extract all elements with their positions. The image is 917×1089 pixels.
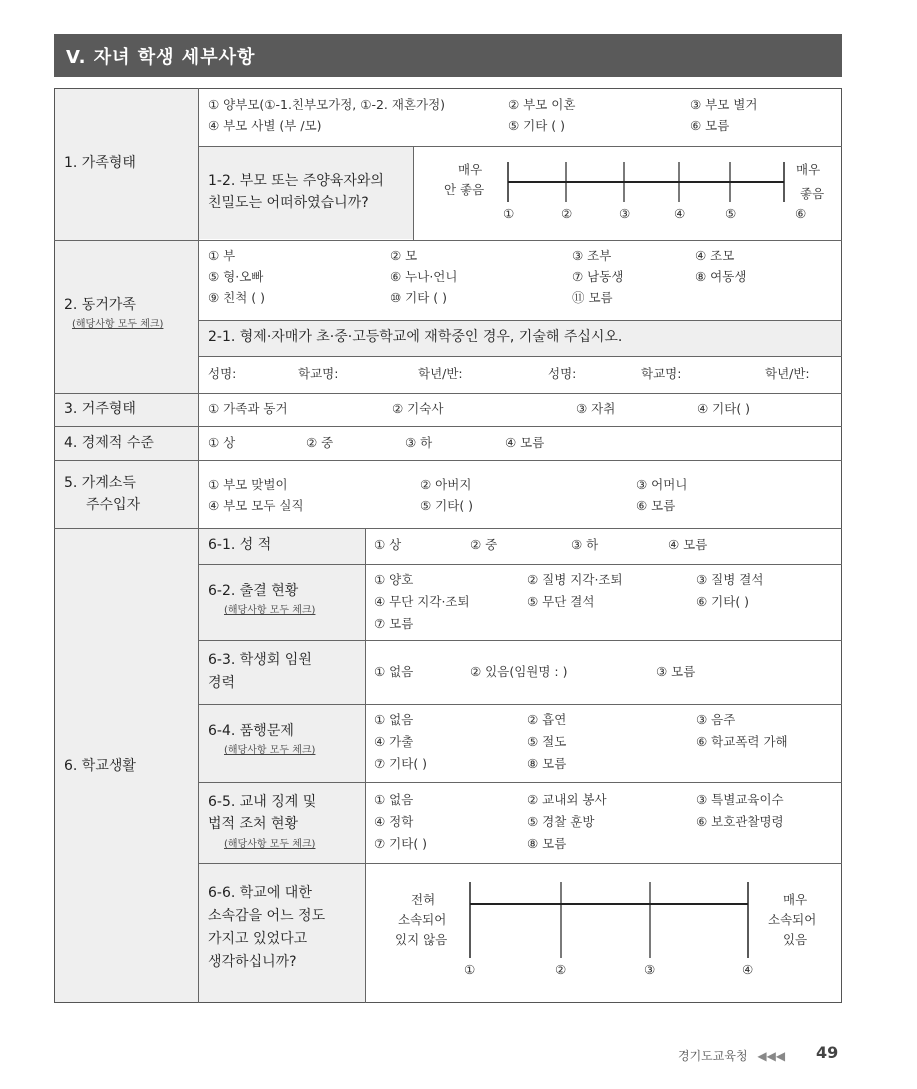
income-option-6[interactable]: ⑥ 모름 bbox=[636, 498, 676, 513]
grades-question: 6-1. 성 적 bbox=[208, 537, 272, 553]
family-option-5[interactable]: ⑤ 기타 ( ) bbox=[508, 118, 566, 133]
income-option-4[interactable]: ④ 부모 모두 실직 bbox=[208, 498, 304, 513]
discipline-question-2: 법적 조처 현황 bbox=[208, 816, 299, 832]
conduct-option-5[interactable]: ⑤ 절도 bbox=[527, 734, 567, 749]
scale-num-2[interactable]: ② bbox=[561, 206, 573, 221]
income-option-5[interactable]: ⑤ 기타( ) bbox=[420, 498, 474, 513]
attendance-option-1[interactable]: ① 양호 bbox=[374, 572, 414, 587]
economic-option-3[interactable]: ③ 하 bbox=[405, 435, 433, 450]
page-number: 49 bbox=[816, 1043, 839, 1062]
family-option-6[interactable]: ⑥ 모름 bbox=[690, 118, 730, 133]
scale-num-1[interactable]: ① bbox=[503, 206, 515, 221]
conduct-option-6[interactable]: ⑥ 학교폭력 가해 bbox=[696, 734, 788, 749]
attendance-option-5[interactable]: ⑤ 무단 결석 bbox=[527, 594, 595, 609]
cohab-option-2[interactable]: ② 모 bbox=[390, 248, 418, 263]
discipline-option-5[interactable]: ⑤ 경찰 훈방 bbox=[527, 814, 595, 829]
belonging-num-3[interactable]: ③ bbox=[644, 962, 656, 977]
cohab-option-9[interactable]: ⑨ 친척 ( ) bbox=[208, 290, 266, 305]
economic-option-2[interactable]: ② 중 bbox=[306, 435, 334, 450]
conduct-option-7[interactable]: ⑦ 기타( ) bbox=[374, 756, 428, 771]
family-option-3[interactable]: ③ 부모 별거 bbox=[690, 97, 758, 112]
attendance-note: (해당사항 모두 체크) bbox=[224, 605, 316, 616]
cohab-option-5[interactable]: ⑤ 형·오빠 bbox=[208, 269, 264, 284]
conduct-option-2[interactable]: ② 흡연 bbox=[527, 712, 567, 727]
attendance-option-7[interactable]: ⑦ 모름 bbox=[374, 616, 414, 631]
cohab-option-11[interactable]: ⑪ 모름 bbox=[572, 290, 613, 305]
belonging-question-1: 6-6. 학교에 대한 bbox=[208, 885, 312, 901]
scale-right-label-1: 매우 bbox=[796, 162, 821, 177]
cohab-option-1[interactable]: ① 부 bbox=[208, 248, 236, 263]
attendance-option-3[interactable]: ③ 질병 결석 bbox=[696, 572, 764, 587]
residence-option-2[interactable]: ② 기숙사 bbox=[392, 401, 444, 416]
cohab-option-10[interactable]: ⑩ 기타 ( ) bbox=[390, 290, 448, 305]
income-earner-label-2: 주수입자 bbox=[86, 497, 141, 513]
attendance-question: 6-2. 출결 현황 bbox=[208, 583, 299, 599]
discipline-option-8[interactable]: ⑧ 모름 bbox=[527, 836, 567, 851]
scale-left-label-2: 안 좋음 bbox=[444, 182, 485, 197]
economic-option-4[interactable]: ④ 모름 bbox=[505, 435, 545, 450]
council-question-2: 경력 bbox=[208, 675, 236, 691]
residence-type-label: 3. 거주형태 bbox=[64, 401, 136, 417]
cohabiting-family-label: 2. 동거가족 bbox=[64, 297, 136, 313]
discipline-option-6[interactable]: ⑥ 보호관찰명령 bbox=[696, 814, 784, 829]
belonging-num-4[interactable]: ④ bbox=[742, 962, 754, 977]
belonging-right-3: 있음 bbox=[783, 932, 808, 947]
grades-option-3[interactable]: ③ 하 bbox=[571, 537, 599, 552]
income-earner-label-1: 5. 가계소득 bbox=[64, 475, 136, 491]
residence-option-3[interactable]: ③ 자취 bbox=[576, 401, 616, 416]
intimacy-question-line1: 1-2. 부모 또는 주양육자와의 bbox=[208, 173, 384, 189]
sibling-name-field-1[interactable]: 성명: bbox=[208, 366, 237, 381]
belonging-question-2: 소속감을 어느 정도 bbox=[208, 908, 326, 924]
discipline-option-7[interactable]: ⑦ 기타( ) bbox=[374, 836, 428, 851]
conduct-option-8[interactable]: ⑧ 모름 bbox=[527, 756, 567, 771]
footer-arrows-icon: ◀◀◀ bbox=[757, 1049, 786, 1063]
conduct-option-1[interactable]: ① 없음 bbox=[374, 712, 414, 727]
sibling-school-field-2[interactable]: 학교명: bbox=[641, 366, 682, 381]
form-table bbox=[54, 88, 842, 1003]
conduct-question: 6-4. 품행문제 bbox=[208, 723, 294, 739]
belonging-right-1: 매우 bbox=[783, 892, 808, 907]
belonging-num-1[interactable]: ① bbox=[464, 962, 476, 977]
discipline-option-4[interactable]: ④ 정학 bbox=[374, 814, 414, 829]
family-option-4[interactable]: ④ 부모 사별 (부 /모) bbox=[208, 118, 322, 133]
residence-option-1[interactable]: ① 가족과 동거 bbox=[208, 401, 288, 416]
conduct-option-3[interactable]: ③ 음주 bbox=[696, 712, 736, 727]
council-option-1[interactable]: ① 없음 bbox=[374, 664, 414, 679]
economic-option-1[interactable]: ① 상 bbox=[208, 435, 236, 450]
cohab-option-8[interactable]: ⑧ 여동생 bbox=[695, 269, 747, 284]
cohab-option-4[interactable]: ④ 조모 bbox=[695, 248, 735, 263]
cohab-option-6[interactable]: ⑥ 누나·언니 bbox=[390, 269, 458, 284]
conduct-option-4[interactable]: ④ 가출 bbox=[374, 734, 414, 749]
family-type-label: 1. 가족형태 bbox=[64, 155, 136, 171]
discipline-question-1: 6-5. 교내 징계 및 bbox=[208, 794, 317, 810]
attendance-option-6[interactable]: ⑥ 기타( ) bbox=[696, 594, 750, 609]
income-option-1[interactable]: ① 부모 맞벌이 bbox=[208, 477, 288, 492]
scale-num-6[interactable]: ⑥ bbox=[795, 206, 807, 221]
economic-level-label: 4. 경제적 수준 bbox=[64, 435, 154, 451]
family-option-1[interactable]: ① 양부모(①-1.친부모가정, ①-2. 재혼가정) bbox=[208, 97, 446, 112]
belonging-question-4: 생각하십니까? bbox=[208, 954, 297, 970]
discipline-note: (해당사항 모두 체크) bbox=[224, 839, 316, 850]
footer-org bbox=[678, 1047, 785, 1064]
grades-option-2[interactable]: ② 중 bbox=[470, 537, 498, 552]
council-option-2[interactable]: ② 있음(임원명 : ) bbox=[470, 664, 568, 679]
grades-option-1[interactable]: ① 상 bbox=[374, 537, 402, 552]
family-option-2[interactable]: ② 부모 이혼 bbox=[508, 97, 576, 112]
attendance-option-4[interactable]: ④ 무단 지각·조퇴 bbox=[374, 594, 470, 609]
cohab-option-3[interactable]: ③ 조부 bbox=[572, 248, 612, 263]
council-option-3[interactable]: ③ 모름 bbox=[656, 664, 696, 679]
grades-option-4[interactable]: ④ 모름 bbox=[668, 537, 708, 552]
income-option-2[interactable]: ② 아버지 bbox=[420, 477, 472, 492]
discipline-option-2[interactable]: ② 교내외 봉사 bbox=[527, 792, 607, 807]
council-question-1: 6-3. 학생회 임원 bbox=[208, 652, 312, 668]
intimacy-question-line2: 친밀도는 어떠하였습니까? bbox=[208, 195, 369, 211]
sibling-name-field-2[interactable]: 성명: bbox=[548, 366, 577, 381]
sibling-school-field-1[interactable]: 학교명: bbox=[298, 366, 339, 381]
section-header bbox=[54, 34, 842, 77]
section-title: V. 자녀 학생 세부사항 bbox=[66, 47, 256, 68]
conduct-note: (해당사항 모두 체크) bbox=[224, 745, 316, 756]
attendance-option-2[interactable]: ② 질병 지각·조퇴 bbox=[527, 572, 623, 587]
sibling-grade-field-2[interactable]: 학년/반: bbox=[765, 366, 810, 381]
sibling-grade-field-1[interactable]: 학년/반: bbox=[418, 366, 463, 381]
belonging-question-3: 가지고 있었다고 bbox=[208, 931, 308, 947]
cohab-option-7[interactable]: ⑦ 남동생 bbox=[572, 269, 624, 284]
school-life-label: 6. 학교생활 bbox=[64, 758, 136, 774]
income-option-3[interactable]: ③ 어머니 bbox=[636, 477, 688, 492]
scale-num-5[interactable]: ⑤ bbox=[725, 206, 737, 221]
scale-num-4[interactable]: ④ bbox=[674, 206, 686, 221]
scale-right-label-2: 좋음 bbox=[800, 186, 825, 201]
sibling-question: 2-1. 형제·자매가 초·중·고등학교에 재학중인 경우, 기술해 주십시오. bbox=[208, 329, 623, 345]
scale-left-label-1: 매우 bbox=[458, 162, 483, 177]
footer-org-text: 경기도교육청 bbox=[678, 1049, 748, 1063]
scale-num-3[interactable]: ③ bbox=[619, 206, 631, 221]
belonging-right-2: 소속되어 bbox=[768, 912, 817, 927]
check-all-note: (해당사항 모두 체크) bbox=[72, 319, 164, 330]
discipline-option-3[interactable]: ③ 특별교육이수 bbox=[696, 792, 784, 807]
residence-option-4[interactable]: ④ 기타( ) bbox=[697, 401, 751, 416]
belonging-num-2[interactable]: ② bbox=[555, 962, 567, 977]
belonging-left-2: 소속되어 bbox=[398, 912, 447, 927]
belonging-left-3: 있지 않음 bbox=[395, 932, 448, 947]
belonging-left-1: 전혀 bbox=[411, 892, 436, 907]
discipline-option-1[interactable]: ① 없음 bbox=[374, 792, 414, 807]
